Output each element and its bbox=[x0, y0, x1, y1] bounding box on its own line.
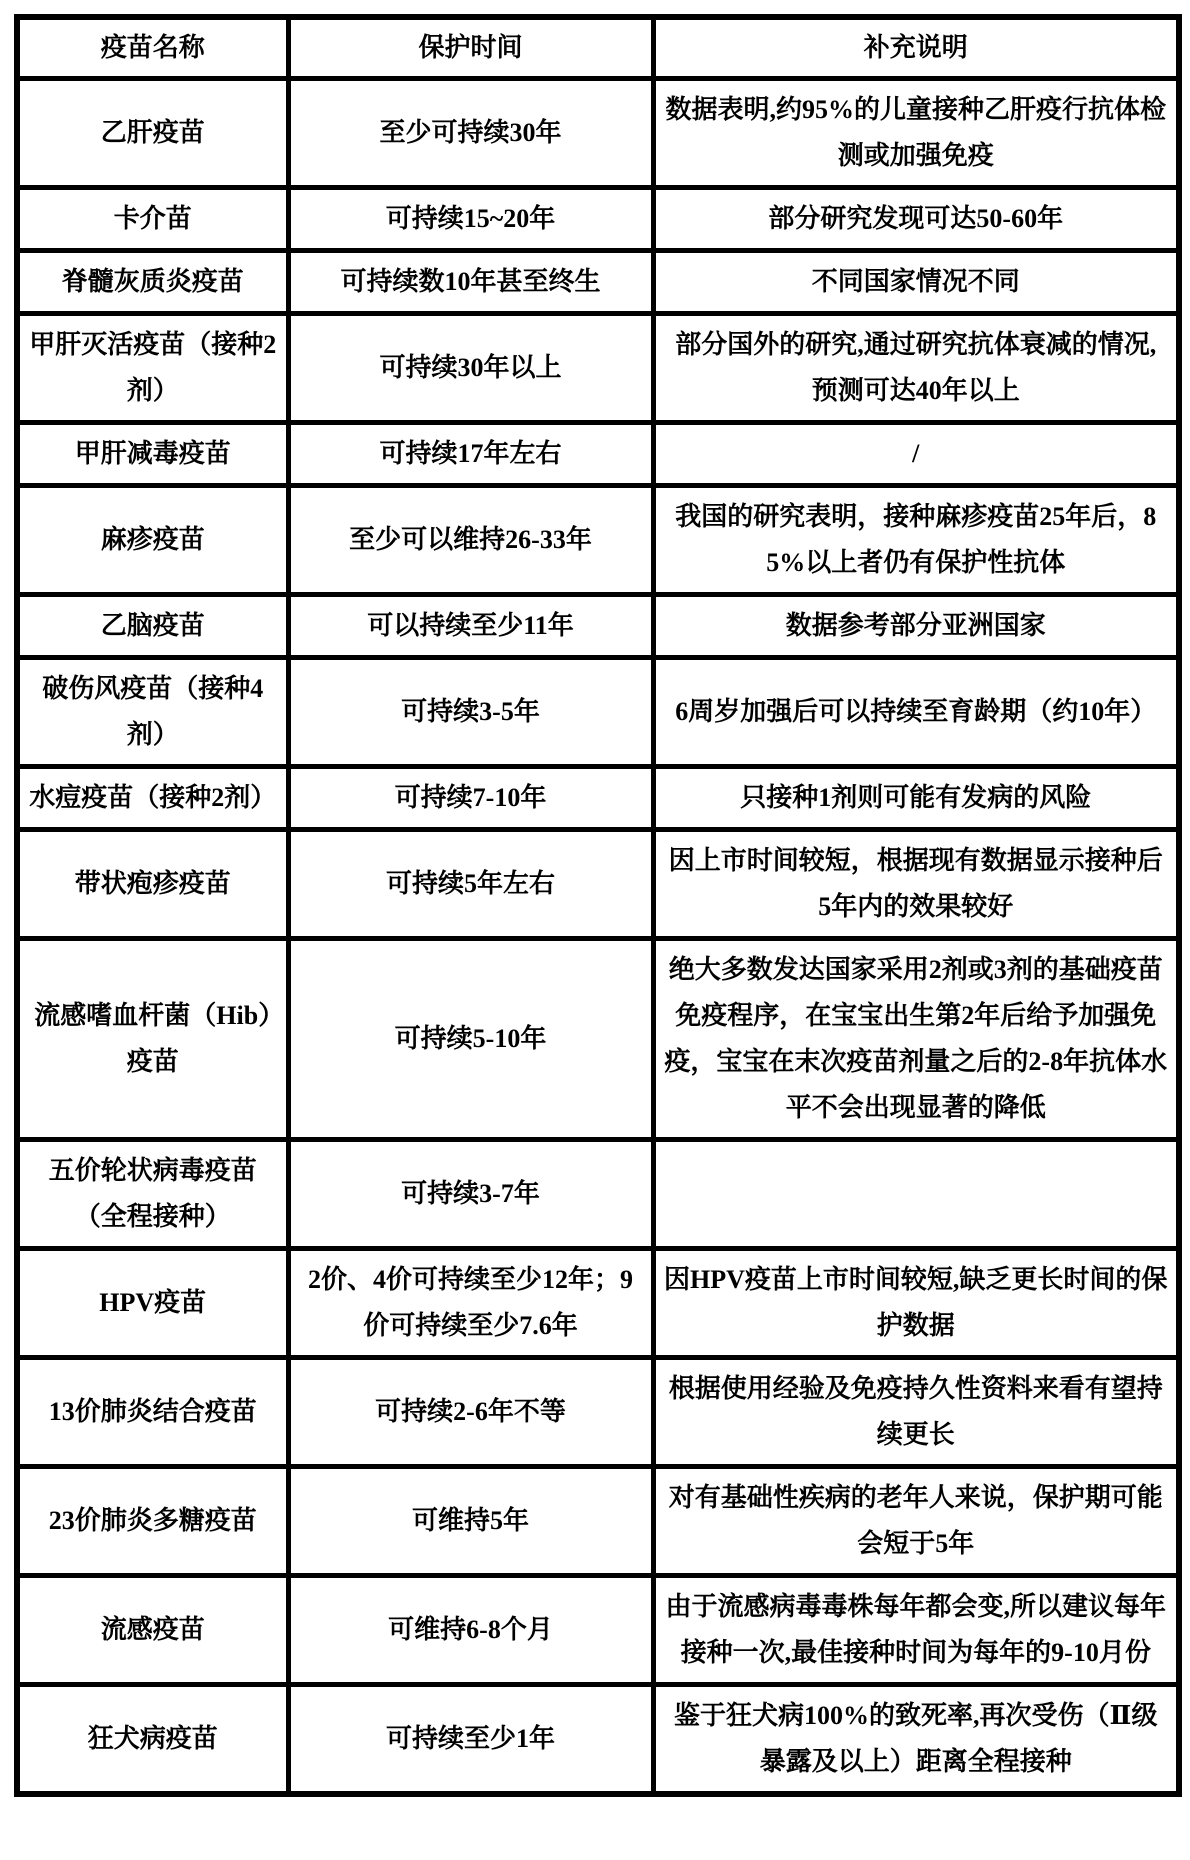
protection-time-cell: 可以持续至少11年 bbox=[288, 595, 653, 658]
notes-cell bbox=[653, 1140, 1179, 1249]
notes-cell: 不同国家情况不同 bbox=[653, 251, 1179, 314]
table-row bbox=[17, 939, 1179, 1140]
notes-cell: 部分研究发现可达50-60年 bbox=[653, 188, 1179, 251]
notes-cell: 数据参考部分亚洲国家 bbox=[653, 595, 1179, 658]
vaccine-name-cell: 13价肺炎结合疫苗 bbox=[17, 1358, 288, 1467]
notes-cell: 我国的研究表明，接种麻疹疫苗25年后，85%以上者仍有保护性抗体 bbox=[653, 486, 1179, 595]
table-row bbox=[17, 423, 1179, 486]
vaccine-name-cell: 流感嗜血杆菌（Hib）疫苗 bbox=[17, 939, 288, 1140]
table-row bbox=[17, 79, 1179, 188]
notes-cell: 绝大多数发达国家采用2剂或3剂的基础疫苗免疫程序，在宝宝出生第2年后给予加强免疫，宝宝在末次疫苗剂量之后的2-8年抗体水平不会出现显著的降低 bbox=[653, 939, 1179, 1140]
vaccine-name-cell: 带状疱疹疫苗 bbox=[17, 830, 288, 939]
vaccine-name-cell: 破伤风疫苗（接种4剂） bbox=[17, 658, 288, 767]
protection-time-cell: 可持续15~20年 bbox=[288, 188, 653, 251]
protection-time-cell: 可持续数10年甚至终生 bbox=[288, 251, 653, 314]
table-row bbox=[17, 251, 1179, 314]
notes-cell: 因HPV疫苗上市时间较短,缺乏更长时间的保护数据 bbox=[653, 1249, 1179, 1358]
protection-time-cell: 可维持6-8个月 bbox=[288, 1576, 653, 1685]
table-row bbox=[17, 1576, 1179, 1685]
protection-time-cell: 可持续3-7年 bbox=[288, 1140, 653, 1249]
table-row bbox=[17, 1358, 1179, 1467]
notes-cell: / bbox=[653, 423, 1179, 486]
vaccine-name-cell: 乙肝疫苗 bbox=[17, 79, 288, 188]
vaccine-protection-table bbox=[14, 14, 1182, 1797]
vaccine-name-cell: 23价肺炎多糖疫苗 bbox=[17, 1467, 288, 1576]
protection-time-cell: 可持续5-10年 bbox=[288, 939, 653, 1140]
vaccine-name-cell: 卡介苗 bbox=[17, 188, 288, 251]
header-vaccine-name: 疫苗名称 bbox=[17, 17, 288, 79]
vaccine-name-cell: 甲肝减毒疫苗 bbox=[17, 423, 288, 486]
table-row bbox=[17, 1467, 1179, 1576]
table-row bbox=[17, 1685, 1179, 1795]
protection-time-cell: 可维持5年 bbox=[288, 1467, 653, 1576]
vaccine-name-cell: 麻疹疫苗 bbox=[17, 486, 288, 595]
protection-time-cell: 可持续至少1年 bbox=[288, 1685, 653, 1795]
notes-cell: 部分国外的研究,通过研究抗体衰减的情况,预测可达40年以上 bbox=[653, 314, 1179, 423]
vaccine-name-cell: 乙脑疫苗 bbox=[17, 595, 288, 658]
protection-time-cell: 可持续5年左右 bbox=[288, 830, 653, 939]
protection-time-cell: 可持续30年以上 bbox=[288, 314, 653, 423]
table-row bbox=[17, 658, 1179, 767]
protection-time-cell: 可持续7-10年 bbox=[288, 767, 653, 830]
table-row bbox=[17, 486, 1179, 595]
table-row bbox=[17, 830, 1179, 939]
table-row bbox=[17, 1249, 1179, 1358]
vaccine-name-cell: 水痘疫苗（接种2剂） bbox=[17, 767, 288, 830]
table-header-row bbox=[17, 17, 1179, 79]
header-protection-time: 保护时间 bbox=[288, 17, 653, 79]
protection-time-cell: 2价、4价可持续至少12年；9价可持续至少7.6年 bbox=[288, 1249, 653, 1358]
table-row bbox=[17, 595, 1179, 658]
vaccine-name-cell: 脊髓灰质炎疫苗 bbox=[17, 251, 288, 314]
notes-cell: 对有基础性疾病的老年人来说，保护期可能会短于5年 bbox=[653, 1467, 1179, 1576]
protection-time-cell: 可持续17年左右 bbox=[288, 423, 653, 486]
vaccine-name-cell: 流感疫苗 bbox=[17, 1576, 288, 1685]
table-row bbox=[17, 188, 1179, 251]
table-row bbox=[17, 1140, 1179, 1249]
notes-cell: 因上市时间较短，根据现有数据显示接种后5年内的效果较好 bbox=[653, 830, 1179, 939]
notes-cell: 只接种1剂则可能有发病的风险 bbox=[653, 767, 1179, 830]
notes-cell: 数据表明,约95%的儿童接种乙肝疫行抗体检测或加强免疫 bbox=[653, 79, 1179, 188]
table-row bbox=[17, 767, 1179, 830]
table-body bbox=[17, 79, 1179, 1795]
notes-cell: 由于流感病毒毒株每年都会变,所以建议每年接种一次,最佳接种时间为每年的9-10月份 bbox=[653, 1576, 1179, 1685]
protection-time-cell: 至少可以维持26-33年 bbox=[288, 486, 653, 595]
vaccine-name-cell: 甲肝灭活疫苗（接种2剂） bbox=[17, 314, 288, 423]
header-supplementary-notes: 补充说明 bbox=[653, 17, 1179, 79]
protection-time-cell: 至少可持续30年 bbox=[288, 79, 653, 188]
protection-time-cell: 可持续2-6年不等 bbox=[288, 1358, 653, 1467]
vaccine-name-cell: 狂犬病疫苗 bbox=[17, 1685, 288, 1795]
vaccine-name-cell: 五价轮状病毒疫苗（全程接种） bbox=[17, 1140, 288, 1249]
notes-cell: 鉴于狂犬病100%的致死率,再次受伤（Ⅱ级暴露及以上）距离全程接种 bbox=[653, 1685, 1179, 1795]
notes-cell: 根据使用经验及免疫持久性资料来看有望持续更长 bbox=[653, 1358, 1179, 1467]
notes-cell: 6周岁加强后可以持续至育龄期（约10年） bbox=[653, 658, 1179, 767]
table-row bbox=[17, 314, 1179, 423]
protection-time-cell: 可持续3-5年 bbox=[288, 658, 653, 767]
vaccine-name-cell: HPV疫苗 bbox=[17, 1249, 288, 1358]
